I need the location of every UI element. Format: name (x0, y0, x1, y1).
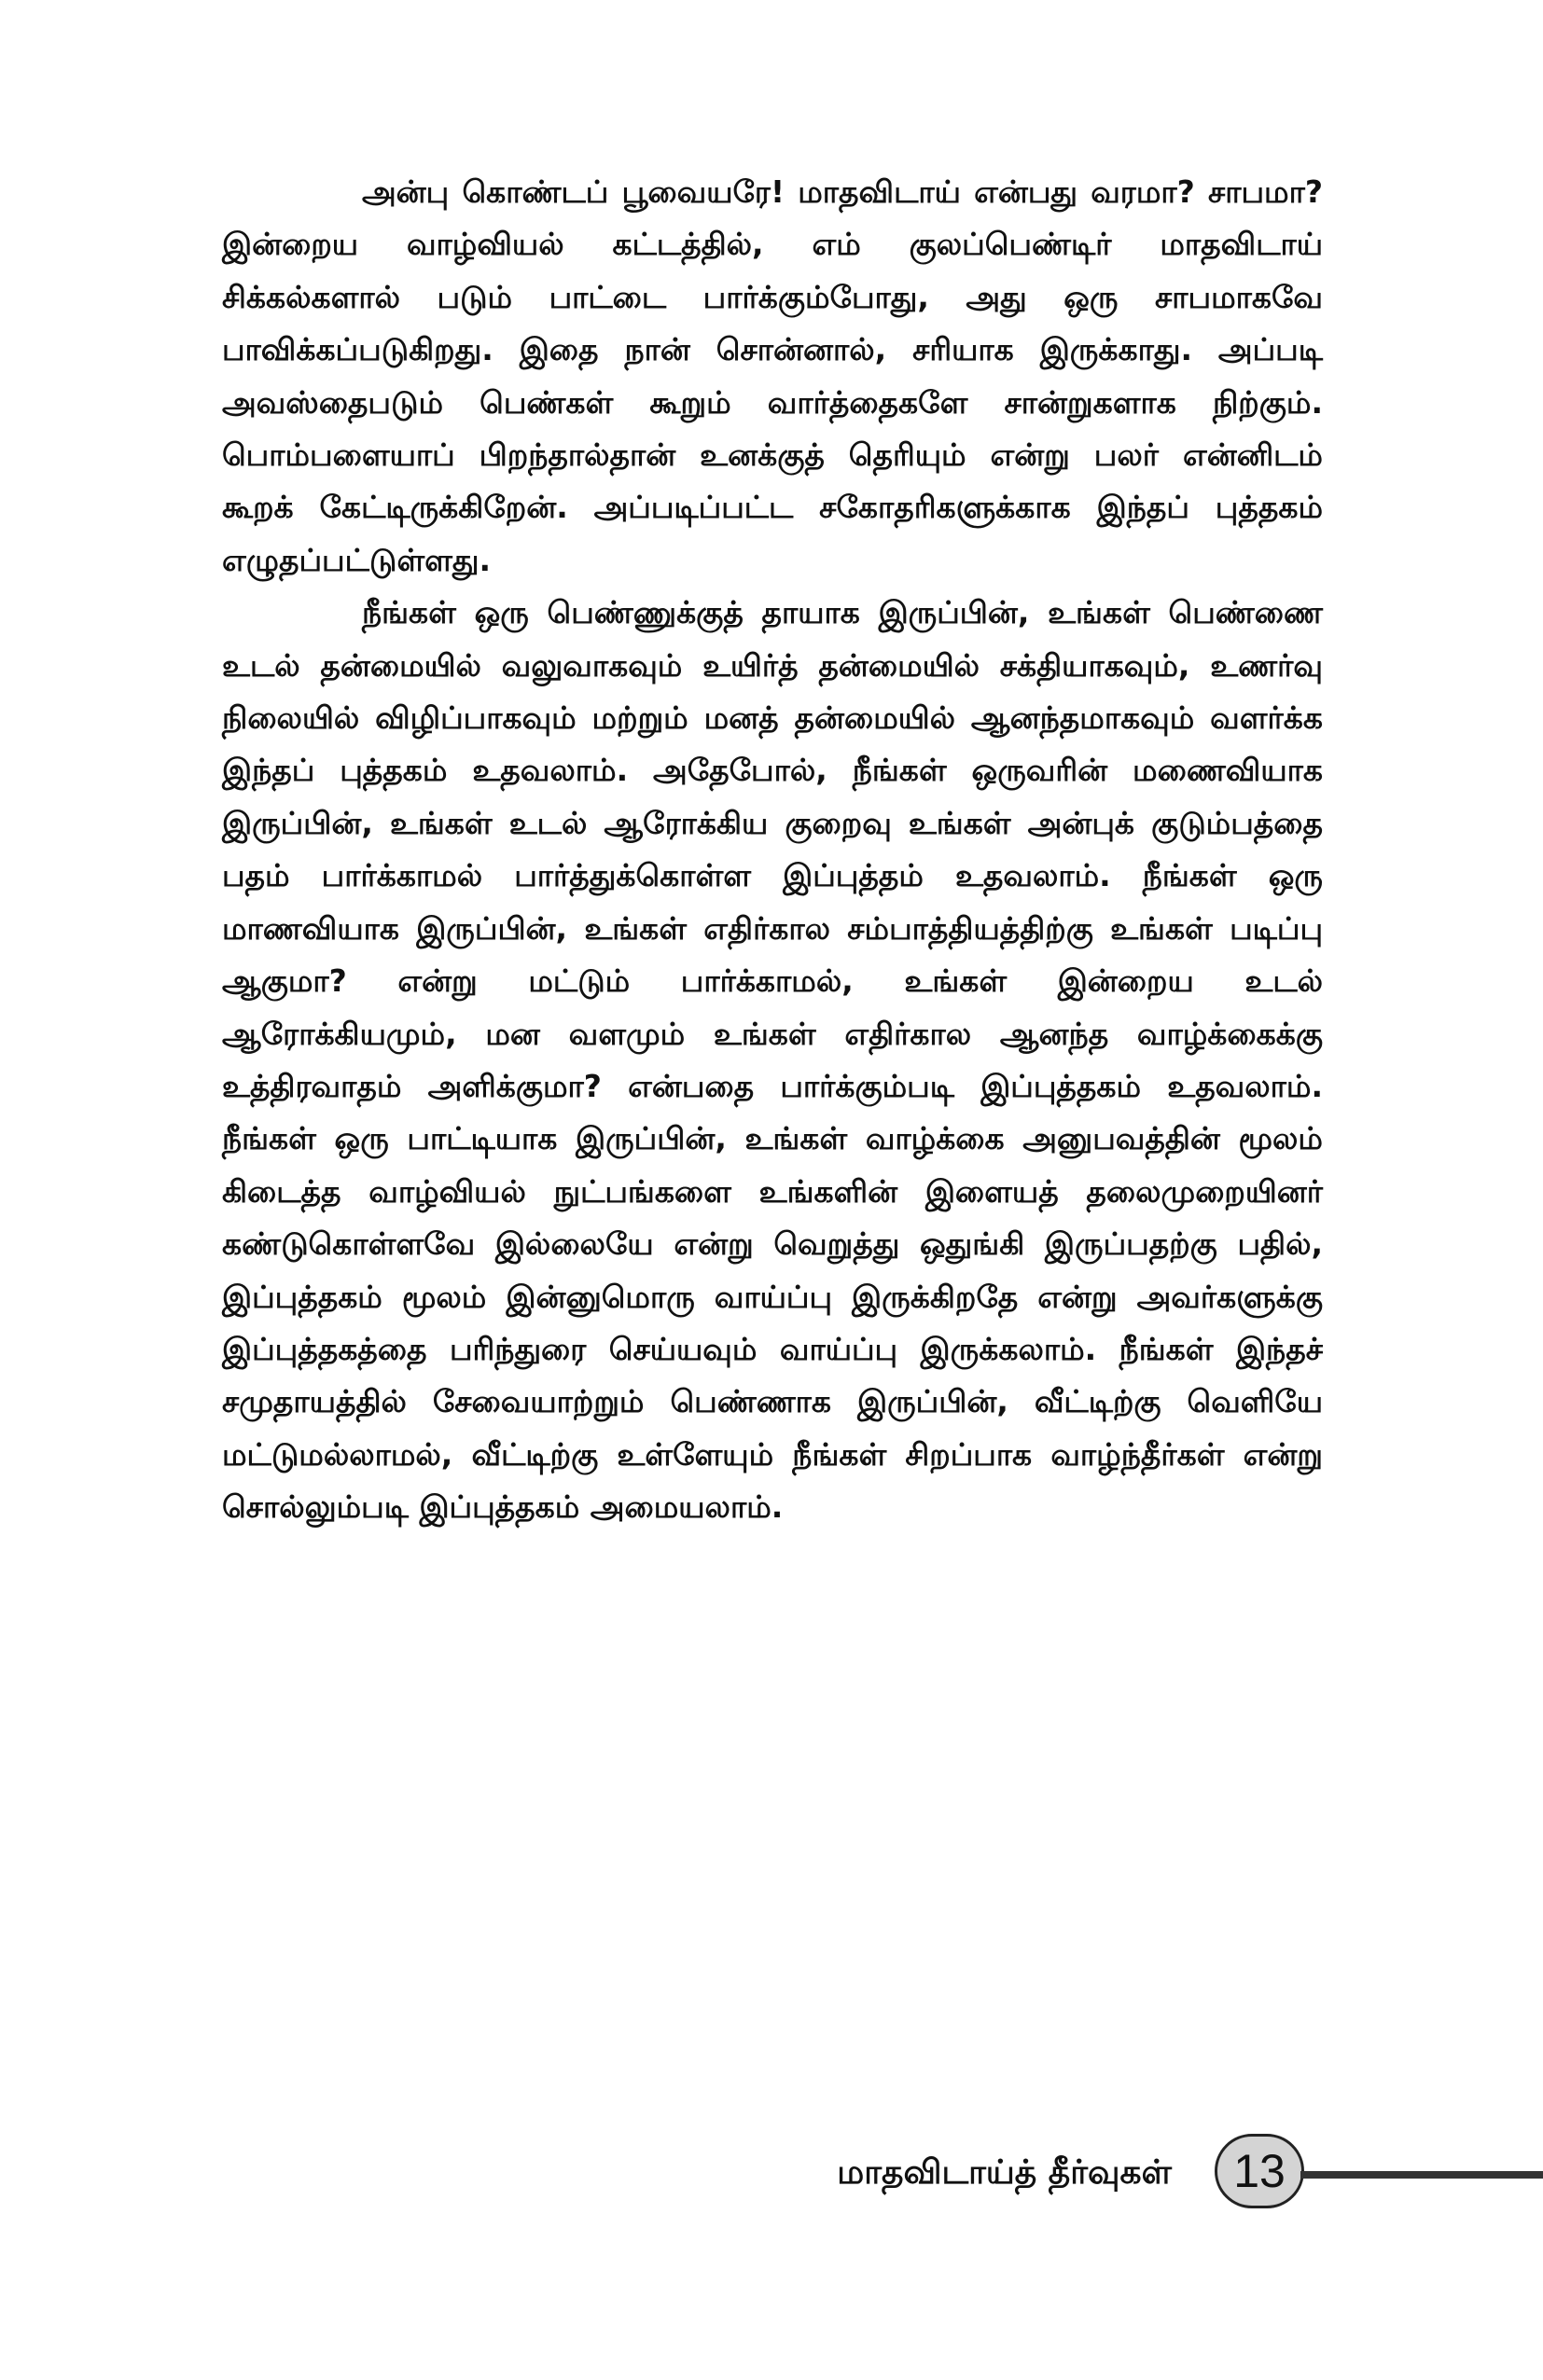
footer-rule (1300, 2171, 1543, 2179)
paragraph-1: அன்பு கொண்டப் பூவையரே! மாதவிடாய் என்பது வரமா? சாபமா? இன்றைய வாழ்வியல் கட்டத்தில், எம் குலப்பெண்டிர் மாதவிடாய் சிக்கல்களால் படும் பாட்டை பார்க்கும்போது, அது ஒரு சாபமாகவே பாவிக்கப்படுகிறது. இதை நான் சொன்னால், சரியாக இருக்காது. அப்படி அவஸ்தைபடும் பெண்கள் கூறும் வார்த்தைகளே சான்றுகளாக நிற்கும். பொம்பளையாப் பிறந்தால்தான் உனக்குத் தெரியும் என்று பலர் என்னிடம் கூறக் கேட்டிருக்கிறேன். அப்படிப்பட்ட சகோதரிகளுக்காக இந்தப் புத்தகம் எழுதப்பட்டுள்ளது. (222, 173, 1323, 578)
page-number-badge (1215, 2134, 1304, 2208)
running-title: மாதவிடாய்த் தீர்வுகள் (837, 2152, 1172, 2192)
page-footer (0, 2134, 1543, 2227)
page-number: 13 (1233, 2145, 1286, 2197)
body-text (222, 166, 1323, 1534)
paragraph-2: நீங்கள் ஒரு பெண்ணுக்குத் தாயாக இருப்பின், உங்கள் பெண்ணை உடல் தன்மையில் வலுவாகவும் உயிர்த் தன்மையில் சக்தியாகவும், உணர்வு நிலையில் விழிப்பாகவும் மற்றும் மனத் தன்மையில் ஆனந்தமாகவும் வளர்க்க இந்தப் புத்தகம் உதவலாம். அதேபோல், நீங்கள் ஒருவரின் மணைவியாக இருப்பின், உங்கள் உடல் ஆரோக்கிய குறைவு உங்கள் அன்புக் குடும்பத்தை பதம் பார்க்காமல் பார்த்துக்கொள்ள இப்புத்தம் உதவலாம். நீங்கள் ஒரு மாணவியாக இருப்பின், உங்கள் எதிர்கால சம்பாத்தியத்திற்கு உங்கள் படிப்பு ஆகுமா? என்று மட்டும் பார்க்காமல், உங்கள் இன்றைய உடல் ஆரோக்கியமும், மன வளமும் உங்கள் எதிர்கால ஆனந்த வாழ்க்கைக்கு உத்திரவாதம் அளிக்குமா? என்பதை பார்க்கும்படி இப்புத்தகம் உதவலாம். நீங்கள் ஒரு பாட்டியாக இருப்பின், உங்கள் வாழ்க்கை அனுபவத்தின் மூலம் கிடைத்த வாழ்வியல் நுட்பங்களை உங்களின் இளையத் தலைமுறையினர் கண்டுகொள்ளவே இல்லையே என்று வெறுத்து ஒதுங்கி இருப்பதற்கு பதில், இப்புத்தகம் மூலம் இன்னுமொரு வாய்ப்பு இருக்கிறதே என்று அவர்களுக்கு இப்புத்தகத்தை பரிந்துரை செய்யவும் வாய்ப்பு இருக்கலாம். நீங்கள் இந்தச் சமுதாயத்தில் சேவையாற்றும் பெண்ணாக இருப்பின், வீட்டிற்கு வெளியே மட்டுமல்லாமல், வீட்டிற்கு உள்ளேயும் நீங்கள் சிறப்பாக வாழ்ந்தீர்கள் என்று சொல்லும்படி இப்புத்தகம் அமையலாம். (222, 594, 1323, 1526)
